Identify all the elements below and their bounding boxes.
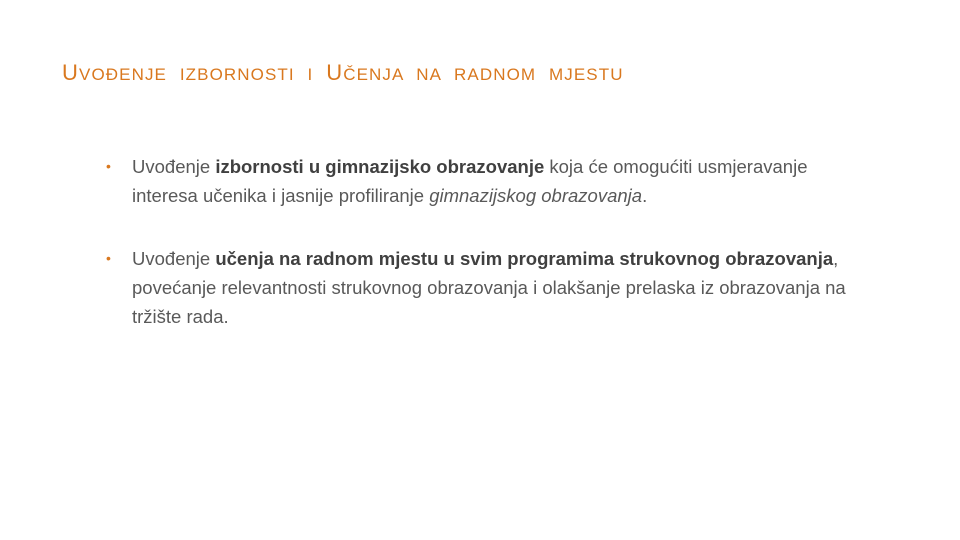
bullet-text: , povećanje relevantnosti strukovnog obrazovanja i olakšanje prelaska iz obrazovanja na tržište rada. (132, 248, 846, 327)
title-initial-2: U (326, 60, 344, 85)
bullet-italic: gimnazijskog obrazovanja (429, 185, 643, 206)
title-part-2: ČENJA NA RADNOM MJESTU (343, 65, 624, 84)
bullet-icon: • (106, 158, 111, 174)
bullet-item (106, 244, 866, 331)
bullet-lead: Uvođenje (132, 156, 216, 177)
bullet-list (106, 152, 866, 331)
title-initial-1: U (62, 60, 79, 85)
bullet-emphasis: učenja na radnom mjestu u svim programima strukovnog obrazovanja (215, 248, 834, 269)
title-part-1: VOĐENJE IZBORNOSTI I (79, 65, 327, 84)
slide-title (62, 60, 624, 86)
bullet-emphasis: izbornosti u gimnazijsko obrazovanje (215, 156, 545, 177)
bullet-item (106, 152, 866, 210)
bullet-icon: • (106, 250, 111, 266)
bullet-lead: Uvođenje (132, 248, 216, 269)
bullet-tail: . (642, 185, 648, 206)
bullet-text: koja će omogućiti usmjeravanje interesa učenika i jasnije profiliranje (132, 156, 808, 206)
